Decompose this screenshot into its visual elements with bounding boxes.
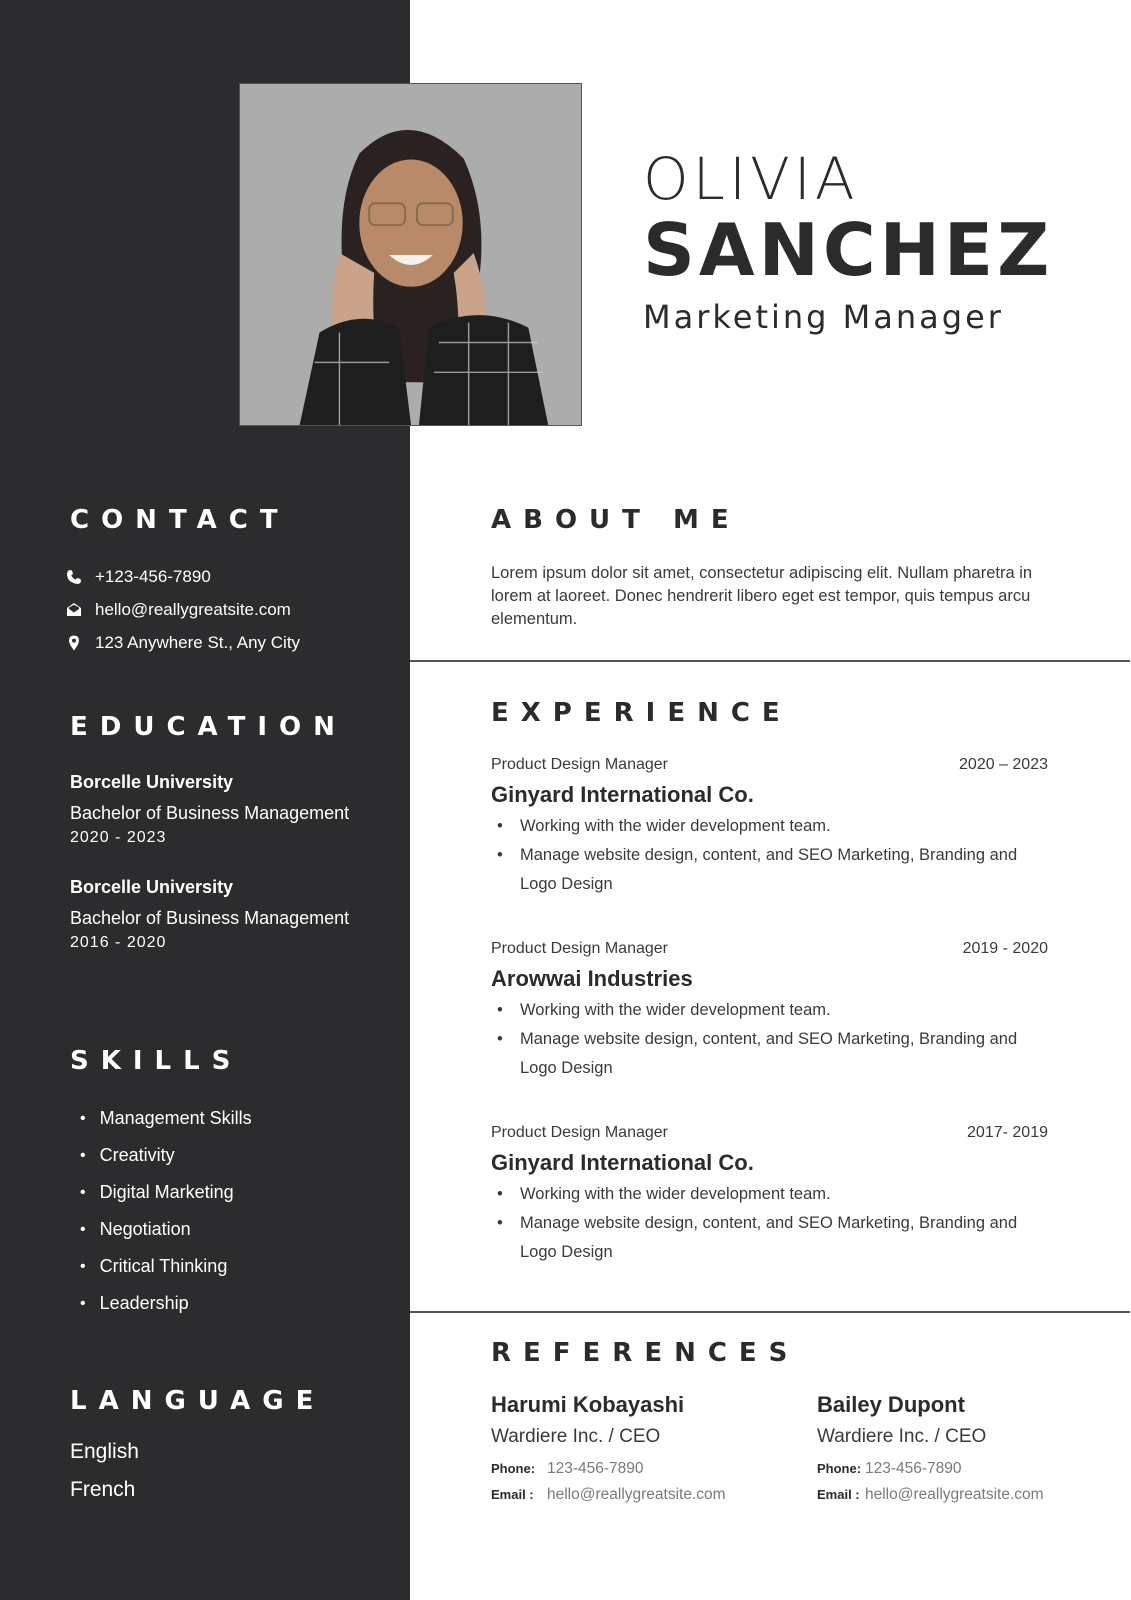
- reference-phone-label: Phone:: [491, 1461, 536, 1476]
- reference-phone[interactable]: 123-456-7890: [547, 1460, 644, 1477]
- reference-role: Wardiere Inc. / CEO: [817, 1426, 987, 1447]
- job-years: 2019 - 2020: [962, 940, 1048, 957]
- job-bullet: • Manage website design, content, and SEO Marketing, Branding and Logo Design: [491, 1025, 1048, 1083]
- contact-heading: CONTACT: [70, 505, 290, 535]
- job-bullet: • Manage website design, content, and SEO Marketing, Branding and Logo Design: [491, 841, 1048, 899]
- portrait-image: [240, 84, 581, 425]
- skills-list: [80, 1100, 252, 1322]
- job-company: Ginyard International Co.: [491, 782, 754, 807]
- contact-email-text[interactable]: hello@reallygreatsite.com: [95, 599, 291, 619]
- language-item: English: [70, 1440, 139, 1463]
- reference-phone[interactable]: 123-456-7890: [865, 1460, 962, 1477]
- education-heading: EDUCATION: [70, 712, 347, 742]
- language-item: French: [70, 1478, 136, 1501]
- contact-address: [66, 626, 300, 659]
- contact-phone: [66, 560, 300, 593]
- job-bullet: • Manage website design, content, and SEO Marketing, Branding and Logo Design: [491, 1209, 1048, 1267]
- job-bullets: [491, 996, 1048, 1083]
- reference-name: Harumi Kobayashi: [491, 1392, 685, 1417]
- skill-item: • Negotiation: [80, 1211, 252, 1248]
- location-pin-icon: [66, 634, 82, 652]
- job-years: 2017- 2019: [967, 1124, 1048, 1141]
- education-school: Borcelle University: [70, 877, 234, 897]
- reference-role: Wardiere Inc. / CEO: [491, 1426, 661, 1447]
- language-list: [70, 1440, 139, 1516]
- education-degree: Bachelor of Business Management: [70, 803, 350, 823]
- section-divider: [410, 1311, 1130, 1313]
- reference-phone-label: Phone:: [817, 1461, 862, 1476]
- education-school: Borcelle University: [70, 772, 234, 792]
- name-block: [643, 145, 1054, 336]
- references-heading: REFERENCES: [491, 1338, 800, 1368]
- email-icon: [66, 601, 82, 619]
- reference-email[interactable]: hello@reallygreatsite.com: [547, 1486, 726, 1503]
- contact-phone-text[interactable]: +123-456-7890: [95, 566, 211, 586]
- skill-item: • Creativity: [80, 1137, 252, 1174]
- contact-address-text: 123 Anywhere St., Any City: [95, 632, 301, 652]
- experience-entry: [491, 1124, 1048, 1267]
- skill-item: • Management Skills: [80, 1100, 252, 1137]
- reference-card: [491, 1392, 726, 1504]
- reference-card: [817, 1392, 1044, 1504]
- job-company: Ginyard International Co.: [491, 1150, 754, 1175]
- section-divider: [410, 660, 1130, 662]
- skill-item: • Critical Thinking: [80, 1248, 252, 1285]
- experience-entry: [491, 940, 1048, 1083]
- about-heading: ABOUT ME: [491, 505, 741, 535]
- job-bullet: • Working with the wider development team.: [491, 1180, 1048, 1209]
- job-title: Marketing Manager: [643, 298, 1004, 336]
- experience-entry: [491, 756, 1048, 899]
- first-name: OLIVIA: [643, 145, 859, 213]
- education-degree: Bachelor of Business Management: [70, 908, 350, 928]
- skill-item: • Leadership: [80, 1285, 252, 1322]
- profile-photo: [239, 83, 582, 426]
- education-years: 2016 - 2020: [70, 934, 167, 951]
- reference-email-label: Email :: [817, 1487, 860, 1502]
- job-bullets: [491, 812, 1048, 899]
- job-role: Product Design Manager: [491, 756, 668, 773]
- skills-heading: SKILLS: [70, 1046, 243, 1076]
- reference-name: Bailey Dupont: [817, 1392, 965, 1417]
- experience-heading: EXPERIENCE: [491, 698, 792, 728]
- job-bullets: [491, 1180, 1048, 1267]
- about-text: Lorem ipsum dolor sit amet, consectetur adipiscing elit. Nullam pharetra in lorem at laoreet. Donec hendrerit libero eget est tempor, quis tempus arcu elementum.: [491, 564, 1033, 628]
- education-entry: [70, 772, 349, 850]
- language-heading: LANGUAGE: [70, 1386, 326, 1416]
- job-bullet: • Working with the wider development team.: [491, 812, 1048, 841]
- contact-email: [66, 593, 300, 626]
- education-years: 2020 - 2023: [70, 829, 167, 846]
- phone-icon: [66, 568, 82, 586]
- job-bullet: • Working with the wider development team.: [491, 996, 1048, 1025]
- contact-list: [66, 560, 300, 659]
- job-years: 2020 – 2023: [959, 756, 1048, 773]
- last-name: SANCHEZ: [643, 208, 1054, 292]
- job-role: Product Design Manager: [491, 1124, 668, 1141]
- skill-item: • Digital Marketing: [80, 1174, 252, 1211]
- reference-email[interactable]: hello@reallygreatsite.com: [865, 1486, 1044, 1503]
- job-company: Arowwai Industries: [491, 966, 693, 991]
- reference-email-label: Email :: [491, 1487, 534, 1502]
- education-entry: [70, 877, 349, 955]
- job-role: Product Design Manager: [491, 940, 668, 957]
